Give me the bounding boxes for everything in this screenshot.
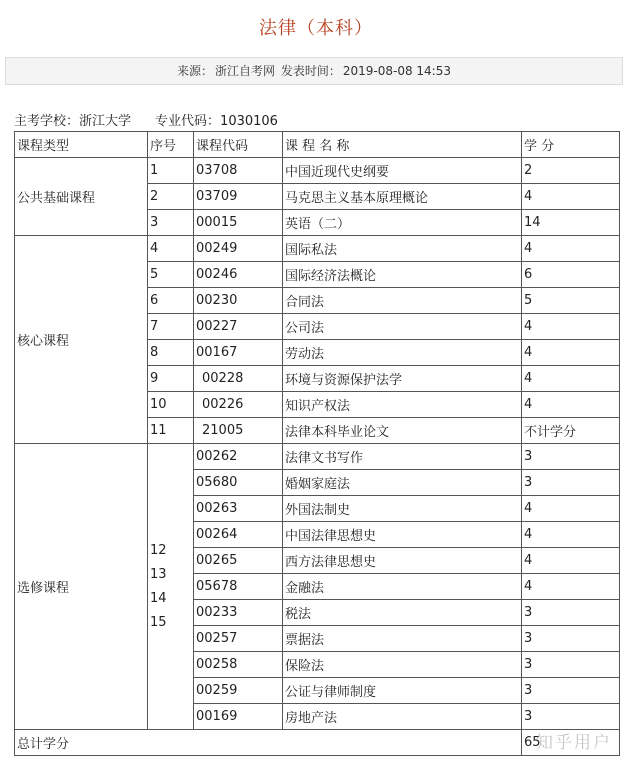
course-name-cell: 金融法 [283, 574, 522, 600]
course-name-cell: 票据法 [283, 626, 522, 652]
course-code-cell: 05680 [194, 470, 283, 496]
course-name-cell: 西方法律思想史 [283, 548, 522, 574]
credit-cell: 3 [522, 626, 620, 652]
course-name-cell: 外国法制史 [283, 496, 522, 522]
source-label: 来源： [176, 64, 213, 78]
elective-seq-number: 14 [150, 590, 167, 606]
credit-cell: 不计学分 [522, 418, 620, 444]
school-name: 浙江大学 [79, 114, 132, 129]
credit-cell: 4 [522, 522, 620, 548]
course-code-cell: 00258 [194, 652, 283, 678]
credit-cell: 4 [522, 496, 620, 522]
course-code-cell: 03709 [194, 184, 283, 210]
course-name-cell: 知识产权法 [283, 392, 522, 418]
total-label: 总计学分 [15, 730, 522, 756]
credit-cell: 3 [522, 704, 620, 730]
table-row [15, 158, 620, 184]
seq-cell: 8 [148, 340, 194, 366]
course-name-cell: 劳动法 [283, 340, 522, 366]
course-name-cell: 环境与资源保护法学 [283, 366, 522, 392]
table-header-row [15, 132, 620, 158]
course-name-cell: 法律本科毕业论文 [283, 418, 522, 444]
course-name-cell: 马克思主义基本原理概论 [283, 184, 522, 210]
elective-seq-number: 15 [150, 614, 167, 630]
credit-cell: 3 [522, 444, 620, 470]
seq-cell: 11 [148, 418, 194, 444]
course-name-cell: 婚姻家庭法 [283, 470, 522, 496]
header-course-code: 课程代码 [194, 132, 283, 158]
course-code-cell: 00259 [194, 678, 283, 704]
course-code-cell: 21005 [194, 418, 283, 444]
course-code-cell: 00264 [194, 522, 283, 548]
credit-cell: 4 [522, 392, 620, 418]
course-code-cell: 00167 [194, 340, 283, 366]
course-name-cell: 公司法 [283, 314, 522, 340]
credit-cell: 4 [522, 574, 620, 600]
credit-cell: 6 [522, 262, 620, 288]
seq-cell: 7 [148, 314, 194, 340]
program-meta [14, 110, 278, 129]
course-code-cell: 00246 [194, 262, 283, 288]
course-code-cell: 00263 [194, 496, 283, 522]
course-code-cell: 00227 [194, 314, 283, 340]
seq-cell: 3 [148, 210, 194, 236]
seq-cell: 2 [148, 184, 194, 210]
credit-cell: 2 [522, 158, 620, 184]
seq-cell: 4 [148, 236, 194, 262]
course-type-cell: 选修课程 [15, 444, 148, 730]
credit-cell: 3 [522, 678, 620, 704]
course-code-cell: 00233 [194, 600, 283, 626]
credit-cell: 4 [522, 548, 620, 574]
page-title: 法律（本科） [259, 18, 373, 39]
seq-cell: 1 [148, 158, 194, 184]
credit-cell: 3 [522, 652, 620, 678]
course-code-cell: 00257 [194, 626, 283, 652]
course-name-cell: 中国近现代史纲要 [283, 158, 522, 184]
header-seq: 序号 [148, 132, 194, 158]
publish-time: 2019-08-08 14:53 [342, 64, 451, 78]
credit-cell: 3 [522, 600, 620, 626]
program-code: 1030106 [220, 114, 278, 129]
total-credits: 65 [522, 730, 620, 756]
course-name-cell: 房地产法 [283, 704, 522, 730]
course-name-cell: 合同法 [283, 288, 522, 314]
course-code-cell: 05678 [194, 574, 283, 600]
course-type-cell: 核心课程 [15, 236, 148, 444]
course-table [14, 131, 620, 756]
elective-seq-cell [148, 444, 194, 730]
course-code-cell: 00249 [194, 236, 283, 262]
course-code-cell: 00265 [194, 548, 283, 574]
course-code-cell: 00169 [194, 704, 283, 730]
course-name-cell: 公证与律师制度 [283, 678, 522, 704]
credit-cell: 4 [522, 236, 620, 262]
publish-time-label: 发表时间： [280, 64, 341, 78]
credit-cell: 4 [522, 314, 620, 340]
credit-cell: 4 [522, 366, 620, 392]
program-code-label: 专业代码： [155, 114, 221, 129]
seq-cell: 5 [148, 262, 194, 288]
header-course-type: 课程类型 [15, 132, 148, 158]
table-row [15, 236, 620, 262]
course-code-cell: 00015 [194, 210, 283, 236]
seq-cell: 9 [148, 366, 194, 392]
watermark: 知乎用户 [536, 733, 612, 753]
seq-cell: 10 [148, 392, 194, 418]
header-credit: 学 分 [522, 132, 620, 158]
course-name-cell: 税法 [283, 600, 522, 626]
course-name-cell: 保险法 [283, 652, 522, 678]
total-row [15, 730, 620, 756]
source-bar [5, 57, 623, 85]
course-name-cell: 法律文书写作 [283, 444, 522, 470]
school-label: 主考学校： [14, 114, 80, 129]
course-code-cell: 00230 [194, 288, 283, 314]
credit-cell: 5 [522, 288, 620, 314]
credit-cell: 14 [522, 210, 620, 236]
course-name-cell: 中国法律思想史 [283, 522, 522, 548]
table-row [15, 444, 620, 470]
course-type-cell: 公共基础课程 [15, 158, 148, 236]
credit-cell: 4 [522, 184, 620, 210]
seq-cell: 6 [148, 288, 194, 314]
header-course-name: 课 程 名 称 [283, 132, 522, 158]
course-code-cell: 00228 [194, 366, 283, 392]
course-code-cell: 00226 [194, 392, 283, 418]
elective-seq-number: 12 [150, 542, 167, 558]
credit-cell: 3 [522, 470, 620, 496]
elective-seq-number: 13 [150, 566, 167, 582]
source-link[interactable]: 浙江自考网 [215, 64, 276, 78]
course-code-cell: 00262 [194, 444, 283, 470]
course-name-cell: 国际经济法概论 [283, 262, 522, 288]
course-name-cell: 英语（二） [283, 210, 522, 236]
credit-cell: 4 [522, 340, 620, 366]
course-name-cell: 国际私法 [283, 236, 522, 262]
course-code-cell: 03708 [194, 158, 283, 184]
